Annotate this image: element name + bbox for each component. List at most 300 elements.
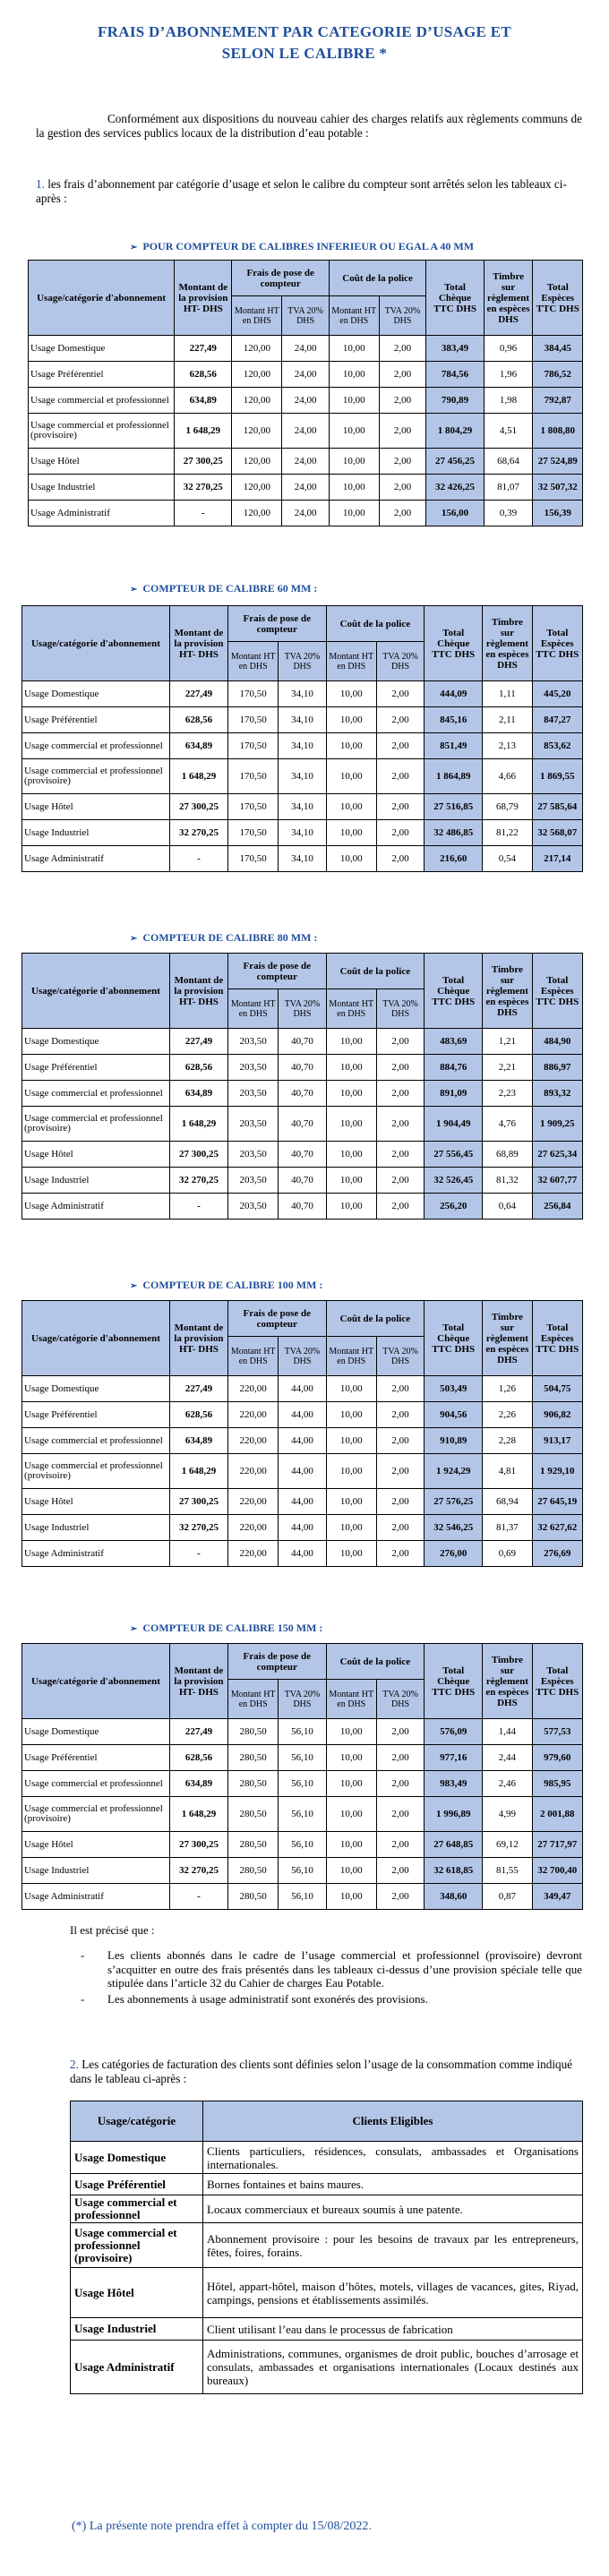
cell-pose-ht: 120,00 — [232, 362, 282, 388]
cell-pose-ht: 120,00 — [232, 414, 282, 449]
cell-police-tva: 2,00 — [376, 1081, 424, 1107]
footnote: (*) La présente note prendra effet à compter du 15/08/2022. — [72, 2520, 372, 2533]
cell-police-tva: 2,00 — [376, 1884, 424, 1910]
cell-provision: - — [169, 1541, 227, 1567]
cell-pose-tva: 40,70 — [279, 1055, 326, 1081]
cell-total-cheque: 32 426,25 — [426, 475, 484, 501]
cell-pose-tva: 40,70 — [279, 1107, 326, 1142]
cell-timbre: 68,64 — [484, 449, 533, 475]
table-row — [22, 1194, 583, 1220]
cell-usage: Usage Industriel — [22, 820, 170, 846]
cell-pose-ht: 220,00 — [227, 1376, 278, 1402]
cell-pose-ht: 220,00 — [227, 1402, 278, 1428]
cell-timbre: 4,81 — [483, 1454, 532, 1489]
category-clients: Bornes fontaines et bains maures. — [203, 2174, 583, 2195]
section-title: COMPTEUR DE CALIBRE 80 MM : — [142, 931, 318, 944]
header-tva: TVA 20% DHS — [282, 296, 330, 336]
cell-total-especes: 32 607,77 — [532, 1168, 582, 1194]
cell-total-especes: 27 645,19 — [532, 1489, 582, 1515]
cell-pose-tva: 34,10 — [279, 820, 326, 846]
cell-timbre: 2,26 — [483, 1402, 532, 1428]
cell-usage: Usage Administratif — [22, 846, 170, 872]
header-usage: Usage/catégorie d'abonnement — [22, 1301, 170, 1376]
cell-usage: Usage commercial et professionnel — [29, 388, 175, 414]
cell-pose-tva: 34,10 — [279, 733, 326, 759]
arrow-bullet-icon: ➢ — [130, 1624, 138, 1634]
categories-header-clients: Clients Eligibles — [203, 2101, 583, 2142]
cell-total-cheque: 790,89 — [426, 388, 484, 414]
cell-total-especes: 1 808,80 — [533, 414, 583, 449]
cell-police-tva: 2,00 — [376, 1142, 424, 1168]
cell-total-cheque: 27 576,25 — [425, 1489, 483, 1515]
cell-pose-tva: 24,00 — [282, 449, 330, 475]
cell-total-especes: 276,69 — [532, 1541, 582, 1567]
fee-table — [21, 605, 583, 872]
cell-timbre: 1,11 — [483, 681, 532, 707]
cell-usage: Usage Domestique — [22, 1376, 170, 1402]
cell-usage: Usage Industriel — [22, 1168, 170, 1194]
fee-table — [21, 1643, 583, 1910]
cell-timbre: 68,94 — [483, 1489, 532, 1515]
cell-timbre: 1,96 — [484, 362, 533, 388]
cell-total-cheque: 1 904,49 — [425, 1107, 483, 1142]
cell-total-cheque: 1 996,89 — [425, 1797, 483, 1832]
cell-provision: 27 300,25 — [169, 1142, 227, 1168]
header-timbre: Timbre sur règlement en espèces DHS — [483, 1644, 532, 1719]
cell-pose-tva: 56,10 — [279, 1719, 326, 1745]
cell-timbre: 81,22 — [483, 820, 532, 846]
header-cout-police: Coût de la police — [326, 1644, 425, 1680]
table-row — [71, 2174, 583, 2195]
cell-timbre: 1,98 — [484, 388, 533, 414]
table-row — [22, 681, 583, 707]
header-total-cheque: Total Chèque TTC DHS — [425, 954, 483, 1029]
table-row — [22, 1771, 583, 1797]
cell-police-ht: 10,00 — [329, 336, 379, 362]
cell-total-cheque: 27 456,25 — [426, 449, 484, 475]
category-name: Usage Administratif — [71, 2341, 203, 2394]
cell-pose-tva: 34,10 — [279, 846, 326, 872]
cell-pose-ht: 220,00 — [227, 1541, 278, 1567]
cell-total-cheque: 216,60 — [425, 846, 483, 872]
header-timbre: Timbre sur règlement en espèces DHS — [483, 1301, 532, 1376]
cell-total-especes: 445,20 — [532, 681, 582, 707]
cell-provision: 628,56 — [169, 1055, 227, 1081]
cell-police-ht: 10,00 — [326, 1884, 376, 1910]
cell-police-tva: 2,00 — [379, 336, 426, 362]
cell-timbre: 1,44 — [483, 1719, 532, 1745]
table-row — [29, 475, 583, 501]
cell-pose-tva: 56,10 — [279, 1745, 326, 1771]
table-row — [22, 1541, 583, 1567]
header-tva: TVA 20% DHS — [279, 1337, 326, 1376]
cell-police-ht: 10,00 — [326, 1055, 376, 1081]
cell-timbre: 4,76 — [483, 1107, 532, 1142]
header-provision: Montant de la provision HT- DHS — [175, 261, 232, 336]
cell-police-ht: 10,00 — [326, 1771, 376, 1797]
header-montant-ht: Montant HT en DHS — [227, 989, 278, 1029]
cell-usage: Usage commercial et professionnel — [22, 1081, 170, 1107]
cell-timbre: 69,12 — [483, 1832, 532, 1858]
cell-provision: 628,56 — [175, 362, 232, 388]
cell-provision: 634,89 — [175, 388, 232, 414]
category-clients: Administrations, communes, organismes de droit public, bouches d’arrosage et consulats, ambassades et organisations internationales (Locaux destinés aux bureaux) — [203, 2341, 583, 2394]
header-montant-ht: Montant HT en DHS — [326, 1680, 376, 1719]
cell-pose-ht: 170,50 — [227, 794, 278, 820]
cell-police-tva: 2,00 — [376, 1428, 424, 1454]
cell-usage: Usage Préférentiel — [22, 1402, 170, 1428]
cell-police-tva: 2,00 — [379, 388, 426, 414]
cell-provision: - — [169, 1194, 227, 1220]
title-line-1: FRAIS D’ABONNEMENT PAR CATEGORIE D’USAGE ET — [97, 23, 512, 40]
cell-total-especes: 2 001,88 — [532, 1797, 582, 1832]
cell-provision: 32 270,25 — [169, 820, 227, 846]
cell-police-ht: 10,00 — [326, 1745, 376, 1771]
intro-paragraph: Conformément aux dispositions du nouveau cahier des charges relatifs aux règlements communs de la gestion des services publics locaux de la distribution d’eau potable : — [36, 112, 582, 140]
header-cout-police: Coût de la police — [326, 606, 425, 642]
cell-provision: 1 648,29 — [169, 1454, 227, 1489]
cell-police-tva: 2,00 — [376, 1771, 424, 1797]
cell-provision: 634,89 — [169, 1081, 227, 1107]
cell-total-cheque: 977,16 — [425, 1745, 483, 1771]
cell-timbre: 68,89 — [483, 1142, 532, 1168]
cell-police-tva: 2,00 — [376, 1402, 424, 1428]
cell-usage: Usage commercial et professionnel (provisoire) — [22, 1107, 170, 1142]
cell-pose-ht: 170,50 — [227, 707, 278, 733]
cell-police-ht: 10,00 — [326, 1797, 376, 1832]
category-name: Usage Domestique — [71, 2142, 203, 2174]
cell-pose-tva: 44,00 — [279, 1541, 326, 1567]
category-name: Usage commercial et professionnel (provisoire) — [71, 2223, 203, 2268]
cell-total-especes: 1 909,25 — [532, 1107, 582, 1142]
cell-usage: Usage Domestique — [22, 681, 170, 707]
cell-police-tva: 2,00 — [376, 1745, 424, 1771]
note-heading: Il est précisé que : — [70, 1923, 155, 1937]
header-montant-ht: Montant HT en DHS — [329, 296, 379, 336]
table-row — [22, 1029, 583, 1055]
cell-total-especes: 349,47 — [532, 1884, 582, 1910]
header-tva: TVA 20% DHS — [376, 642, 424, 681]
cell-police-ht: 10,00 — [326, 1858, 376, 1884]
cell-usage: Usage Préférentiel — [22, 1745, 170, 1771]
header-frais-pose: Frais de pose de compteur — [227, 606, 326, 642]
header-provision: Montant de la provision HT- DHS — [169, 1301, 227, 1376]
table-row — [22, 1142, 583, 1168]
cell-timbre: 2,13 — [483, 733, 532, 759]
cell-total-cheque: 276,00 — [425, 1541, 483, 1567]
cell-pose-tva: 44,00 — [279, 1454, 326, 1489]
cell-pose-tva: 44,00 — [279, 1376, 326, 1402]
cell-total-especes: 504,75 — [532, 1376, 582, 1402]
cell-pose-tva: 56,10 — [279, 1797, 326, 1832]
cell-pose-ht: 120,00 — [232, 449, 282, 475]
section-heading — [130, 1279, 322, 1292]
cell-police-tva: 2,00 — [379, 475, 426, 501]
table-row — [22, 1055, 583, 1081]
cell-provision: 1 648,29 — [169, 1797, 227, 1832]
cell-pose-tva: 40,70 — [279, 1168, 326, 1194]
cell-usage: Usage commercial et professionnel — [22, 733, 170, 759]
header-montant-ht: Montant HT en DHS — [326, 642, 376, 681]
cell-usage: Usage Administratif — [22, 1884, 170, 1910]
cell-provision: 227,49 — [169, 1719, 227, 1745]
cell-total-cheque: 348,60 — [425, 1884, 483, 1910]
cell-usage: Usage Domestique — [29, 336, 175, 362]
cell-police-tva: 2,00 — [379, 501, 426, 526]
cell-pose-tva: 24,00 — [282, 388, 330, 414]
cell-provision: 628,56 — [169, 1745, 227, 1771]
cell-usage: Usage Préférentiel — [29, 362, 175, 388]
cell-pose-tva: 34,10 — [279, 794, 326, 820]
cell-provision: - — [175, 501, 232, 526]
header-montant-ht: Montant HT en DHS — [227, 1337, 278, 1376]
cell-police-tva: 2,00 — [376, 1797, 424, 1832]
fee-table — [21, 953, 583, 1220]
section-title: COMPTEUR DE CALIBRE 60 MM : — [142, 582, 318, 595]
cell-usage: Usage commercial et professionnel (provisoire) — [22, 1797, 170, 1832]
cell-total-cheque: 1 804,29 — [426, 414, 484, 449]
cell-police-tva: 2,00 — [376, 1029, 424, 1055]
table-row — [22, 1402, 583, 1428]
table-row — [22, 1745, 583, 1771]
cell-pose-ht: 203,50 — [227, 1081, 278, 1107]
cell-pose-ht: 280,50 — [227, 1771, 278, 1797]
table-row — [22, 1454, 583, 1489]
category-clients: Hôtel, appart-hôtel, maison d’hôtes, motels, villages de vacances, gites, Riyad, campings, pensions et établissements assimilés. — [203, 2268, 583, 2318]
category-clients: Clients particuliers, résidences, consulats, ambassades et Organisations internationales. — [203, 2142, 583, 2174]
cell-police-ht: 10,00 — [329, 388, 379, 414]
table-row — [71, 2195, 583, 2223]
cell-pose-ht: 120,00 — [232, 475, 282, 501]
cell-usage: Usage Domestique — [22, 1719, 170, 1745]
cell-pose-ht: 280,50 — [227, 1884, 278, 1910]
section-heading — [130, 931, 317, 945]
cell-total-especes: 27 625,34 — [532, 1142, 582, 1168]
table-row — [71, 2268, 583, 2318]
cell-timbre: 2,28 — [483, 1428, 532, 1454]
cell-police-ht: 10,00 — [326, 794, 376, 820]
cell-police-tva: 2,00 — [376, 681, 424, 707]
header-frais-pose: Frais de pose de compteur — [232, 261, 329, 296]
header-frais-pose: Frais de pose de compteur — [227, 954, 326, 989]
cell-pose-ht: 170,50 — [227, 681, 278, 707]
header-cout-police: Coût de la police — [326, 1301, 425, 1337]
table-row — [71, 2223, 583, 2268]
section-heading — [130, 582, 317, 595]
cell-total-cheque: 32 546,25 — [425, 1515, 483, 1541]
cell-police-tva: 2,00 — [376, 1194, 424, 1220]
cell-total-especes: 906,82 — [532, 1402, 582, 1428]
arrow-bullet-icon: ➢ — [130, 585, 138, 595]
arrow-bullet-icon: ➢ — [130, 1281, 138, 1291]
cell-police-ht: 10,00 — [326, 707, 376, 733]
cell-total-cheque: 444,09 — [425, 681, 483, 707]
header-tva: TVA 20% DHS — [379, 296, 426, 336]
cell-police-ht: 10,00 — [326, 1107, 376, 1142]
section-heading — [130, 1622, 322, 1635]
header-cout-police: Coût de la police — [329, 261, 425, 296]
cell-pose-tva: 24,00 — [282, 475, 330, 501]
header-usage: Usage/catégorie d'abonnement — [22, 1644, 170, 1719]
cell-total-cheque: 156,00 — [426, 501, 484, 526]
header-provision: Montant de la provision HT- DHS — [169, 1644, 227, 1719]
cell-police-tva: 2,00 — [376, 794, 424, 820]
cell-police-tva: 2,00 — [376, 1454, 424, 1489]
cell-provision: 1 648,29 — [175, 414, 232, 449]
cell-provision: 27 300,25 — [175, 449, 232, 475]
note-item-2: - Les abonnements à usage administratif sont exonérés des provisions. — [81, 1992, 582, 2007]
cell-pose-tva: 40,70 — [279, 1029, 326, 1055]
cell-total-cheque: 256,20 — [425, 1194, 483, 1220]
cell-total-cheque: 784,56 — [426, 362, 484, 388]
table-row — [22, 1832, 583, 1858]
cell-total-especes: 886,97 — [532, 1055, 582, 1081]
cell-total-especes: 156,39 — [533, 501, 583, 526]
category-name: Usage commercial et professionnel — [71, 2195, 203, 2223]
cell-total-cheque: 910,89 — [425, 1428, 483, 1454]
cell-pose-ht: 280,50 — [227, 1832, 278, 1858]
cell-provision: 227,49 — [175, 336, 232, 362]
cell-total-cheque: 483,69 — [425, 1029, 483, 1055]
cell-pose-ht: 203,50 — [227, 1029, 278, 1055]
cell-pose-tva: 44,00 — [279, 1402, 326, 1428]
cell-pose-ht: 280,50 — [227, 1858, 278, 1884]
cell-provision: - — [169, 1884, 227, 1910]
cell-total-especes: 27 524,89 — [533, 449, 583, 475]
header-total-especes: Total Espèces TTC DHS — [532, 606, 582, 681]
cell-usage: Usage commercial et professionnel — [22, 1771, 170, 1797]
point-2-text: Les catégories de facturation des clients sont définies selon l’usage de la consommation comme indiqué dans le tableau ci-après : — [70, 2058, 573, 2085]
table-row — [22, 1168, 583, 1194]
cell-total-especes: 792,87 — [533, 388, 583, 414]
header-frais-pose: Frais de pose de compteur — [227, 1644, 326, 1680]
header-tva: TVA 20% DHS — [279, 989, 326, 1029]
cell-pose-ht: 170,50 — [227, 846, 278, 872]
cell-pose-tva: 34,10 — [279, 681, 326, 707]
cell-usage: Usage Hôtel — [22, 1142, 170, 1168]
title-line-2: SELON LE CALIBRE * — [221, 45, 388, 62]
cell-police-ht: 10,00 — [326, 733, 376, 759]
cell-total-cheque: 503,49 — [425, 1376, 483, 1402]
header-usage: Usage/catégorie d'abonnement — [22, 606, 170, 681]
categories-header-category: Usage/catégorie — [71, 2101, 203, 2142]
cell-pose-tva: 56,10 — [279, 1884, 326, 1910]
cell-police-tva: 2,00 — [379, 414, 426, 449]
cell-pose-ht: 220,00 — [227, 1428, 278, 1454]
table-row — [22, 846, 583, 872]
cell-total-especes: 577,53 — [532, 1719, 582, 1745]
cell-pose-tva: 44,00 — [279, 1428, 326, 1454]
cell-total-cheque: 27 648,85 — [425, 1832, 483, 1858]
fee-table — [21, 1300, 583, 1567]
cell-provision: 27 300,25 — [169, 794, 227, 820]
cell-total-cheque: 32 618,85 — [425, 1858, 483, 1884]
table-row — [22, 1107, 583, 1142]
cell-police-ht: 10,00 — [326, 759, 376, 794]
cell-police-ht: 10,00 — [326, 820, 376, 846]
header-total-cheque: Total Chèque TTC DHS — [426, 261, 484, 336]
cell-usage: Usage commercial et professionnel — [22, 1428, 170, 1454]
cell-timbre: 2,21 — [483, 1055, 532, 1081]
cell-police-tva: 2,00 — [376, 1858, 424, 1884]
cell-pose-tva: 24,00 — [282, 414, 330, 449]
cell-provision: 628,56 — [169, 707, 227, 733]
cell-total-cheque: 983,49 — [425, 1771, 483, 1797]
table-row — [22, 1884, 583, 1910]
cell-timbre: 0,54 — [483, 846, 532, 872]
cell-police-ht: 10,00 — [329, 475, 379, 501]
cell-pose-ht: 203,50 — [227, 1055, 278, 1081]
header-montant-ht: Montant HT en DHS — [232, 296, 282, 336]
cell-police-ht: 10,00 — [326, 1029, 376, 1055]
cell-timbre: 1,21 — [483, 1029, 532, 1055]
cell-total-cheque: 884,76 — [425, 1055, 483, 1081]
section-title: POUR COMPTEUR DE CALIBRES INFERIEUR OU EGAL A 40 MM — [142, 240, 475, 252]
cell-pose-tva: 34,10 — [279, 707, 326, 733]
cell-timbre: 81,37 — [483, 1515, 532, 1541]
cell-total-especes: 786,52 — [533, 362, 583, 388]
cell-pose-ht: 120,00 — [232, 388, 282, 414]
cell-police-ht: 10,00 — [326, 1168, 376, 1194]
cell-pose-tva: 40,70 — [279, 1081, 326, 1107]
cell-pose-tva: 44,00 — [279, 1489, 326, 1515]
table-row — [22, 1428, 583, 1454]
fee-table — [28, 260, 583, 526]
table-row — [71, 2142, 583, 2174]
cell-usage: Usage commercial et professionnel (provisoire) — [22, 1454, 170, 1489]
cell-total-cheque: 32 486,85 — [425, 820, 483, 846]
cell-total-especes: 484,90 — [532, 1029, 582, 1055]
cell-pose-ht: 120,00 — [232, 501, 282, 526]
cell-usage: Usage Hôtel — [22, 1489, 170, 1515]
category-name: Usage Hôtel — [71, 2268, 203, 2318]
cell-police-ht: 10,00 — [326, 681, 376, 707]
header-montant-ht: Montant HT en DHS — [227, 1680, 278, 1719]
section-title: COMPTEUR DE CALIBRE 150 MM : — [142, 1622, 323, 1634]
cell-timbre: 0,87 — [483, 1884, 532, 1910]
header-timbre: Timbre sur règlement en espèces DHS — [483, 954, 532, 1029]
cell-total-cheque: 27 516,85 — [425, 794, 483, 820]
table-row — [22, 1797, 583, 1832]
cell-provision: 634,89 — [169, 733, 227, 759]
header-cout-police: Coût de la police — [326, 954, 425, 989]
cell-pose-tva: 24,00 — [282, 362, 330, 388]
cell-pose-tva: 24,00 — [282, 336, 330, 362]
cell-police-ht: 10,00 — [326, 1081, 376, 1107]
cell-total-cheque: 891,09 — [425, 1081, 483, 1107]
header-total-especes: Total Espèces TTC DHS — [532, 1301, 582, 1376]
cell-provision: 27 300,25 — [169, 1832, 227, 1858]
cell-pose-tva: 56,10 — [279, 1832, 326, 1858]
cell-police-ht: 10,00 — [326, 1428, 376, 1454]
point-1 — [36, 177, 582, 206]
cell-police-ht: 10,00 — [326, 1194, 376, 1220]
cell-police-tva: 2,00 — [376, 1107, 424, 1142]
cell-timbre: 81,32 — [483, 1168, 532, 1194]
cell-provision: - — [169, 846, 227, 872]
cell-total-cheque: 32 526,45 — [425, 1168, 483, 1194]
cell-police-ht: 10,00 — [329, 501, 379, 526]
cell-timbre: 4,66 — [483, 759, 532, 794]
cell-total-especes: 1 869,55 — [532, 759, 582, 794]
cell-pose-tva: 56,10 — [279, 1771, 326, 1797]
table-row — [22, 733, 583, 759]
table-row — [29, 362, 583, 388]
table-row — [22, 1719, 583, 1745]
table-row — [22, 759, 583, 794]
cell-police-tva: 2,00 — [379, 362, 426, 388]
table-row — [29, 449, 583, 475]
